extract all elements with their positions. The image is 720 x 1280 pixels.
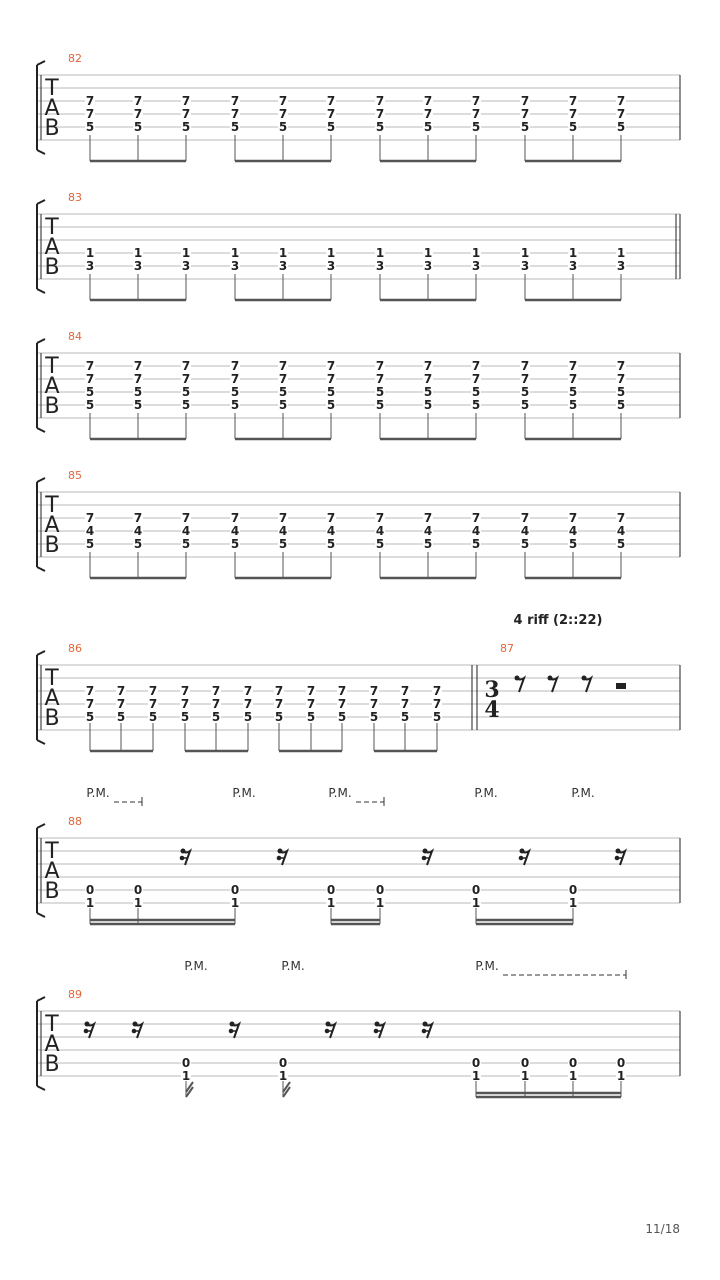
fret-number: 5 [520,120,530,134]
fret-number: 3 [471,259,481,273]
fret-number: 7 [230,107,240,121]
fret-number: 7 [471,511,481,525]
fret-number: 7 [520,94,530,108]
fret-number: 7 [369,684,379,698]
system-bracket [37,150,45,154]
fret-number: 3 [326,259,336,273]
rest-dot [326,1022,331,1027]
measure-number: 86 [68,642,82,655]
fret-number: 7 [306,697,316,711]
fret-number: 7 [243,697,253,711]
fret-number: 7 [616,107,626,121]
fret-number: 5 [568,537,578,551]
system-bracket [37,289,45,293]
fret-number: 5 [230,120,240,134]
fret-number: 5 [230,398,240,412]
fret-number: 5 [85,120,95,134]
fret-number: 5 [181,537,191,551]
fret-number: 7 [181,107,191,121]
fret-number: 5 [278,537,288,551]
fret-number: 7 [278,511,288,525]
fret-number: 3 [616,259,626,273]
fret-number: 5 [116,710,126,724]
fret-number: 0 [375,883,385,897]
fret-number: 7 [375,359,385,373]
rest-dot [85,1022,90,1027]
time-sig-top: 3 [484,677,500,703]
fret-number: 1 [133,896,143,910]
tab-clef-a: A [44,686,60,711]
fret-number: 1 [278,246,288,260]
fret-number: 5 [423,385,433,399]
fret-number: 4 [278,524,288,538]
fret-number: 7 [520,511,530,525]
fret-number: 5 [133,120,143,134]
fret-number: 7 [148,684,158,698]
fret-number: 3 [85,259,95,273]
palm-mute-label: P.M. [184,959,208,973]
fret-number: 0 [568,1056,578,1070]
fret-number: 4 [230,524,240,538]
rest-dot [548,676,553,681]
fret-number: 0 [181,1056,191,1070]
fret-number: 4 [375,524,385,538]
fret-number: 5 [230,385,240,399]
fret-number: 7 [116,684,126,698]
rest-dot [230,1022,235,1027]
fret-number: 7 [181,511,191,525]
fret-number: 3 [230,259,240,273]
palm-mute-label: P.M. [475,959,499,973]
fret-number: 7 [85,684,95,698]
fret-number: 5 [400,710,410,724]
fret-number: 7 [243,684,253,698]
fret-number: 7 [133,107,143,121]
fret-number: 5 [432,710,442,724]
fret-number: 4 [133,524,143,538]
fret-number: 7 [568,94,578,108]
fret-number: 1 [471,1069,481,1083]
fret-number: 1 [616,246,626,260]
fret-number: 5 [148,710,158,724]
rest-dot [181,849,186,854]
fret-number: 1 [423,246,433,260]
fret-number: 5 [181,385,191,399]
fret-number: 7 [432,684,442,698]
fret-number: 1 [520,1069,530,1083]
fret-number: 5 [568,385,578,399]
fret-number: 1 [568,896,578,910]
tab-clef-b: B [44,533,60,558]
fret-number: 5 [568,398,578,412]
fret-number: 5 [375,398,385,412]
fret-number: 7 [616,359,626,373]
fret-number: 0 [278,1056,288,1070]
system-bracket [37,428,45,432]
fret-number: 5 [278,398,288,412]
fret-number: 7 [375,511,385,525]
fret-number: 5 [520,398,530,412]
system-bracket [37,740,45,744]
fret-number: 7 [400,697,410,711]
fret-number: 1 [85,246,95,260]
fret-number: 5 [375,385,385,399]
fret-number: 5 [230,537,240,551]
system-bracket [37,478,45,482]
measure-number: 83 [68,191,82,204]
rest-dot [375,1022,380,1027]
fret-number: 1 [520,246,530,260]
fret-number: 7 [616,94,626,108]
fret-number: 7 [278,107,288,121]
fret-number: 5 [520,537,530,551]
fret-number: 7 [230,372,240,386]
tab-clef-t: T [45,666,59,691]
tab-clef-a: A [44,374,60,399]
rest-dot [278,849,283,854]
fret-number: 5 [369,710,379,724]
fret-number: 7 [85,107,95,121]
fret-number: 7 [85,359,95,373]
system-bracket [37,1086,45,1090]
fret-number: 4 [568,524,578,538]
fret-number: 4 [471,524,481,538]
fret-number: 5 [133,385,143,399]
measure-number: 87 [500,642,514,655]
fret-number: 0 [616,1056,626,1070]
fret-number: 5 [274,710,284,724]
fret-number: 5 [180,710,190,724]
rest-dot [423,849,428,854]
fret-number: 3 [133,259,143,273]
fret-number: 5 [337,710,347,724]
fret-number: 7 [568,372,578,386]
fret-number: 1 [568,246,578,260]
fret-number: 7 [211,697,221,711]
fret-number: 5 [85,710,95,724]
fret-number: 7 [181,94,191,108]
tab-clef-t: T [45,215,59,240]
fret-number: 7 [423,107,433,121]
fret-number: 4 [181,524,191,538]
fret-number: 0 [471,883,481,897]
fret-number: 5 [326,385,336,399]
fret-number: 7 [432,697,442,711]
tab-clef-t: T [45,493,59,518]
tab-clef-a: A [44,96,60,121]
system-bracket [37,567,45,571]
tab-clef-b: B [44,879,60,904]
fret-number: 7 [568,511,578,525]
fret-number: 7 [278,359,288,373]
fret-number: 3 [423,259,433,273]
fret-number: 7 [133,94,143,108]
fret-number: 5 [133,537,143,551]
fret-number: 0 [133,883,143,897]
tab-clef-t: T [45,1012,59,1037]
fret-number: 7 [369,697,379,711]
fret-number: 7 [180,697,190,711]
palm-mute-label: P.M. [86,786,110,800]
fret-number: 7 [471,94,481,108]
measure-number: 85 [68,469,82,482]
tab-clef-b: B [44,255,60,280]
rest-dot [582,676,587,681]
system-bracket [37,651,45,655]
fret-number: 7 [326,511,336,525]
fret-number: 0 [568,883,578,897]
fret-number: 4 [616,524,626,538]
tab-clef-a: A [44,859,60,884]
fret-number: 7 [520,359,530,373]
fret-number: 7 [326,107,336,121]
fret-number: 0 [230,883,240,897]
fret-number: 7 [337,684,347,698]
fret-number: 5 [133,398,143,412]
tab-clef-b: B [44,394,60,419]
fret-number: 7 [85,511,95,525]
fret-number: 5 [568,120,578,134]
fret-number: 1 [230,896,240,910]
fret-number: 1 [471,896,481,910]
fret-number: 5 [471,120,481,134]
fret-number: 1 [375,246,385,260]
fret-number: 7 [520,372,530,386]
palm-mute-label: P.M. [571,786,595,800]
fret-number: 7 [116,697,126,711]
system-bracket [37,997,45,1001]
fret-number: 7 [375,372,385,386]
fret-number: 5 [423,120,433,134]
system-bracket [37,61,45,65]
fret-number: 1 [181,246,191,260]
tab-clef-a: A [44,513,60,538]
fret-number: 7 [180,684,190,698]
fret-number: 5 [423,537,433,551]
fret-number: 7 [375,94,385,108]
system-bracket [37,913,45,917]
tab-clef-t: T [45,76,59,101]
fret-number: 5 [306,710,316,724]
section-marker: 4 riff (2::22) [513,613,603,628]
fret-number: 7 [471,359,481,373]
tab-clef-t: T [45,354,59,379]
fret-number: 5 [243,710,253,724]
fret-number: 5 [375,537,385,551]
fret-number: 5 [211,710,221,724]
palm-mute-label: P.M. [328,786,352,800]
tab-clef-t: T [45,839,59,864]
fret-number: 3 [278,259,288,273]
fret-number: 1 [230,246,240,260]
fret-number: 1 [568,1069,578,1083]
system-bracket [37,339,45,343]
fret-number: 7 [85,697,95,711]
fret-number: 3 [568,259,578,273]
fret-number: 5 [278,385,288,399]
fret-number: 5 [471,398,481,412]
fret-number: 5 [85,537,95,551]
fret-number: 7 [520,107,530,121]
tab-clef-a: A [44,1032,60,1057]
fret-number: 5 [85,385,95,399]
fret-number: 7 [278,372,288,386]
fret-number: 1 [85,896,95,910]
fret-number: 5 [471,385,481,399]
measure-number: 88 [68,815,82,828]
system-bracket [37,824,45,828]
fret-number: 3 [520,259,530,273]
fret-number: 1 [471,246,481,260]
fret-number: 1 [278,1069,288,1083]
fret-number: 5 [423,398,433,412]
rest-dot [520,849,525,854]
fret-number: 5 [616,120,626,134]
measure-number: 84 [68,330,82,343]
fret-number: 7 [133,359,143,373]
fret-number: 5 [326,398,336,412]
fret-number: 7 [616,372,626,386]
fret-number: 7 [616,511,626,525]
fret-number: 5 [181,120,191,134]
fret-number: 4 [85,524,95,538]
fret-number: 7 [326,359,336,373]
fret-number: 1 [375,896,385,910]
fret-number: 7 [568,107,578,121]
fret-number: 0 [520,1056,530,1070]
fret-number: 7 [471,107,481,121]
fret-number: 7 [423,511,433,525]
fret-number: 7 [423,372,433,386]
fret-number: 5 [181,398,191,412]
fret-number: 7 [230,359,240,373]
fret-number: 1 [326,246,336,260]
fret-number: 5 [616,537,626,551]
fret-number: 7 [181,372,191,386]
fret-number: 7 [85,94,95,108]
fret-number: 7 [306,684,316,698]
fret-number: 3 [181,259,191,273]
fret-number: 1 [133,246,143,260]
fret-number: 3 [375,259,385,273]
rest-dot [616,849,621,854]
fret-number: 7 [326,372,336,386]
fret-number: 5 [616,385,626,399]
fret-number: 7 [230,94,240,108]
measure-number: 89 [68,988,82,1001]
fret-number: 4 [520,524,530,538]
fret-number: 7 [181,359,191,373]
palm-mute-label: P.M. [281,959,305,973]
fret-number: 5 [326,537,336,551]
tab-clef-a: A [44,235,60,260]
fret-number: 0 [471,1056,481,1070]
fret-number: 0 [85,883,95,897]
fret-number: 1 [616,1069,626,1083]
fret-number: 5 [520,385,530,399]
fret-number: 1 [326,896,336,910]
fret-number: 7 [400,684,410,698]
page-number: 11/18 [645,1222,680,1236]
system-bracket [37,200,45,204]
fret-number: 7 [471,372,481,386]
measure-number: 82 [68,52,82,65]
fret-number: 7 [337,697,347,711]
tab-clef-b: B [44,1052,60,1077]
fret-number: 5 [85,398,95,412]
fret-number: 7 [568,359,578,373]
fret-number: 7 [133,372,143,386]
rest-dot [423,1022,428,1027]
fret-number: 5 [326,120,336,134]
fret-number: 4 [423,524,433,538]
fret-number: 5 [471,537,481,551]
fret-number: 7 [211,684,221,698]
half-rest-icon [616,683,626,689]
fret-number: 7 [148,697,158,711]
fret-number: 5 [278,120,288,134]
fret-number: 4 [326,524,336,538]
fret-number: 7 [326,94,336,108]
fret-number: 7 [375,107,385,121]
rest-dot [133,1022,138,1027]
palm-mute-label: P.M. [474,786,498,800]
rest-dot [515,676,520,681]
tab-clef-b: B [44,706,60,731]
fret-number: 1 [181,1069,191,1083]
fret-number: 7 [278,94,288,108]
tab-clef-b: B [44,116,60,141]
fret-number: 7 [230,511,240,525]
fret-number: 7 [423,94,433,108]
fret-number: 7 [133,511,143,525]
time-sig-bottom: 4 [484,697,500,723]
fret-number: 7 [274,684,284,698]
fret-number: 5 [616,398,626,412]
fret-number: 0 [326,883,336,897]
fret-number: 7 [85,372,95,386]
palm-mute-label: P.M. [232,786,256,800]
fret-number: 7 [423,359,433,373]
fret-number: 7 [274,697,284,711]
fret-number: 5 [375,120,385,134]
